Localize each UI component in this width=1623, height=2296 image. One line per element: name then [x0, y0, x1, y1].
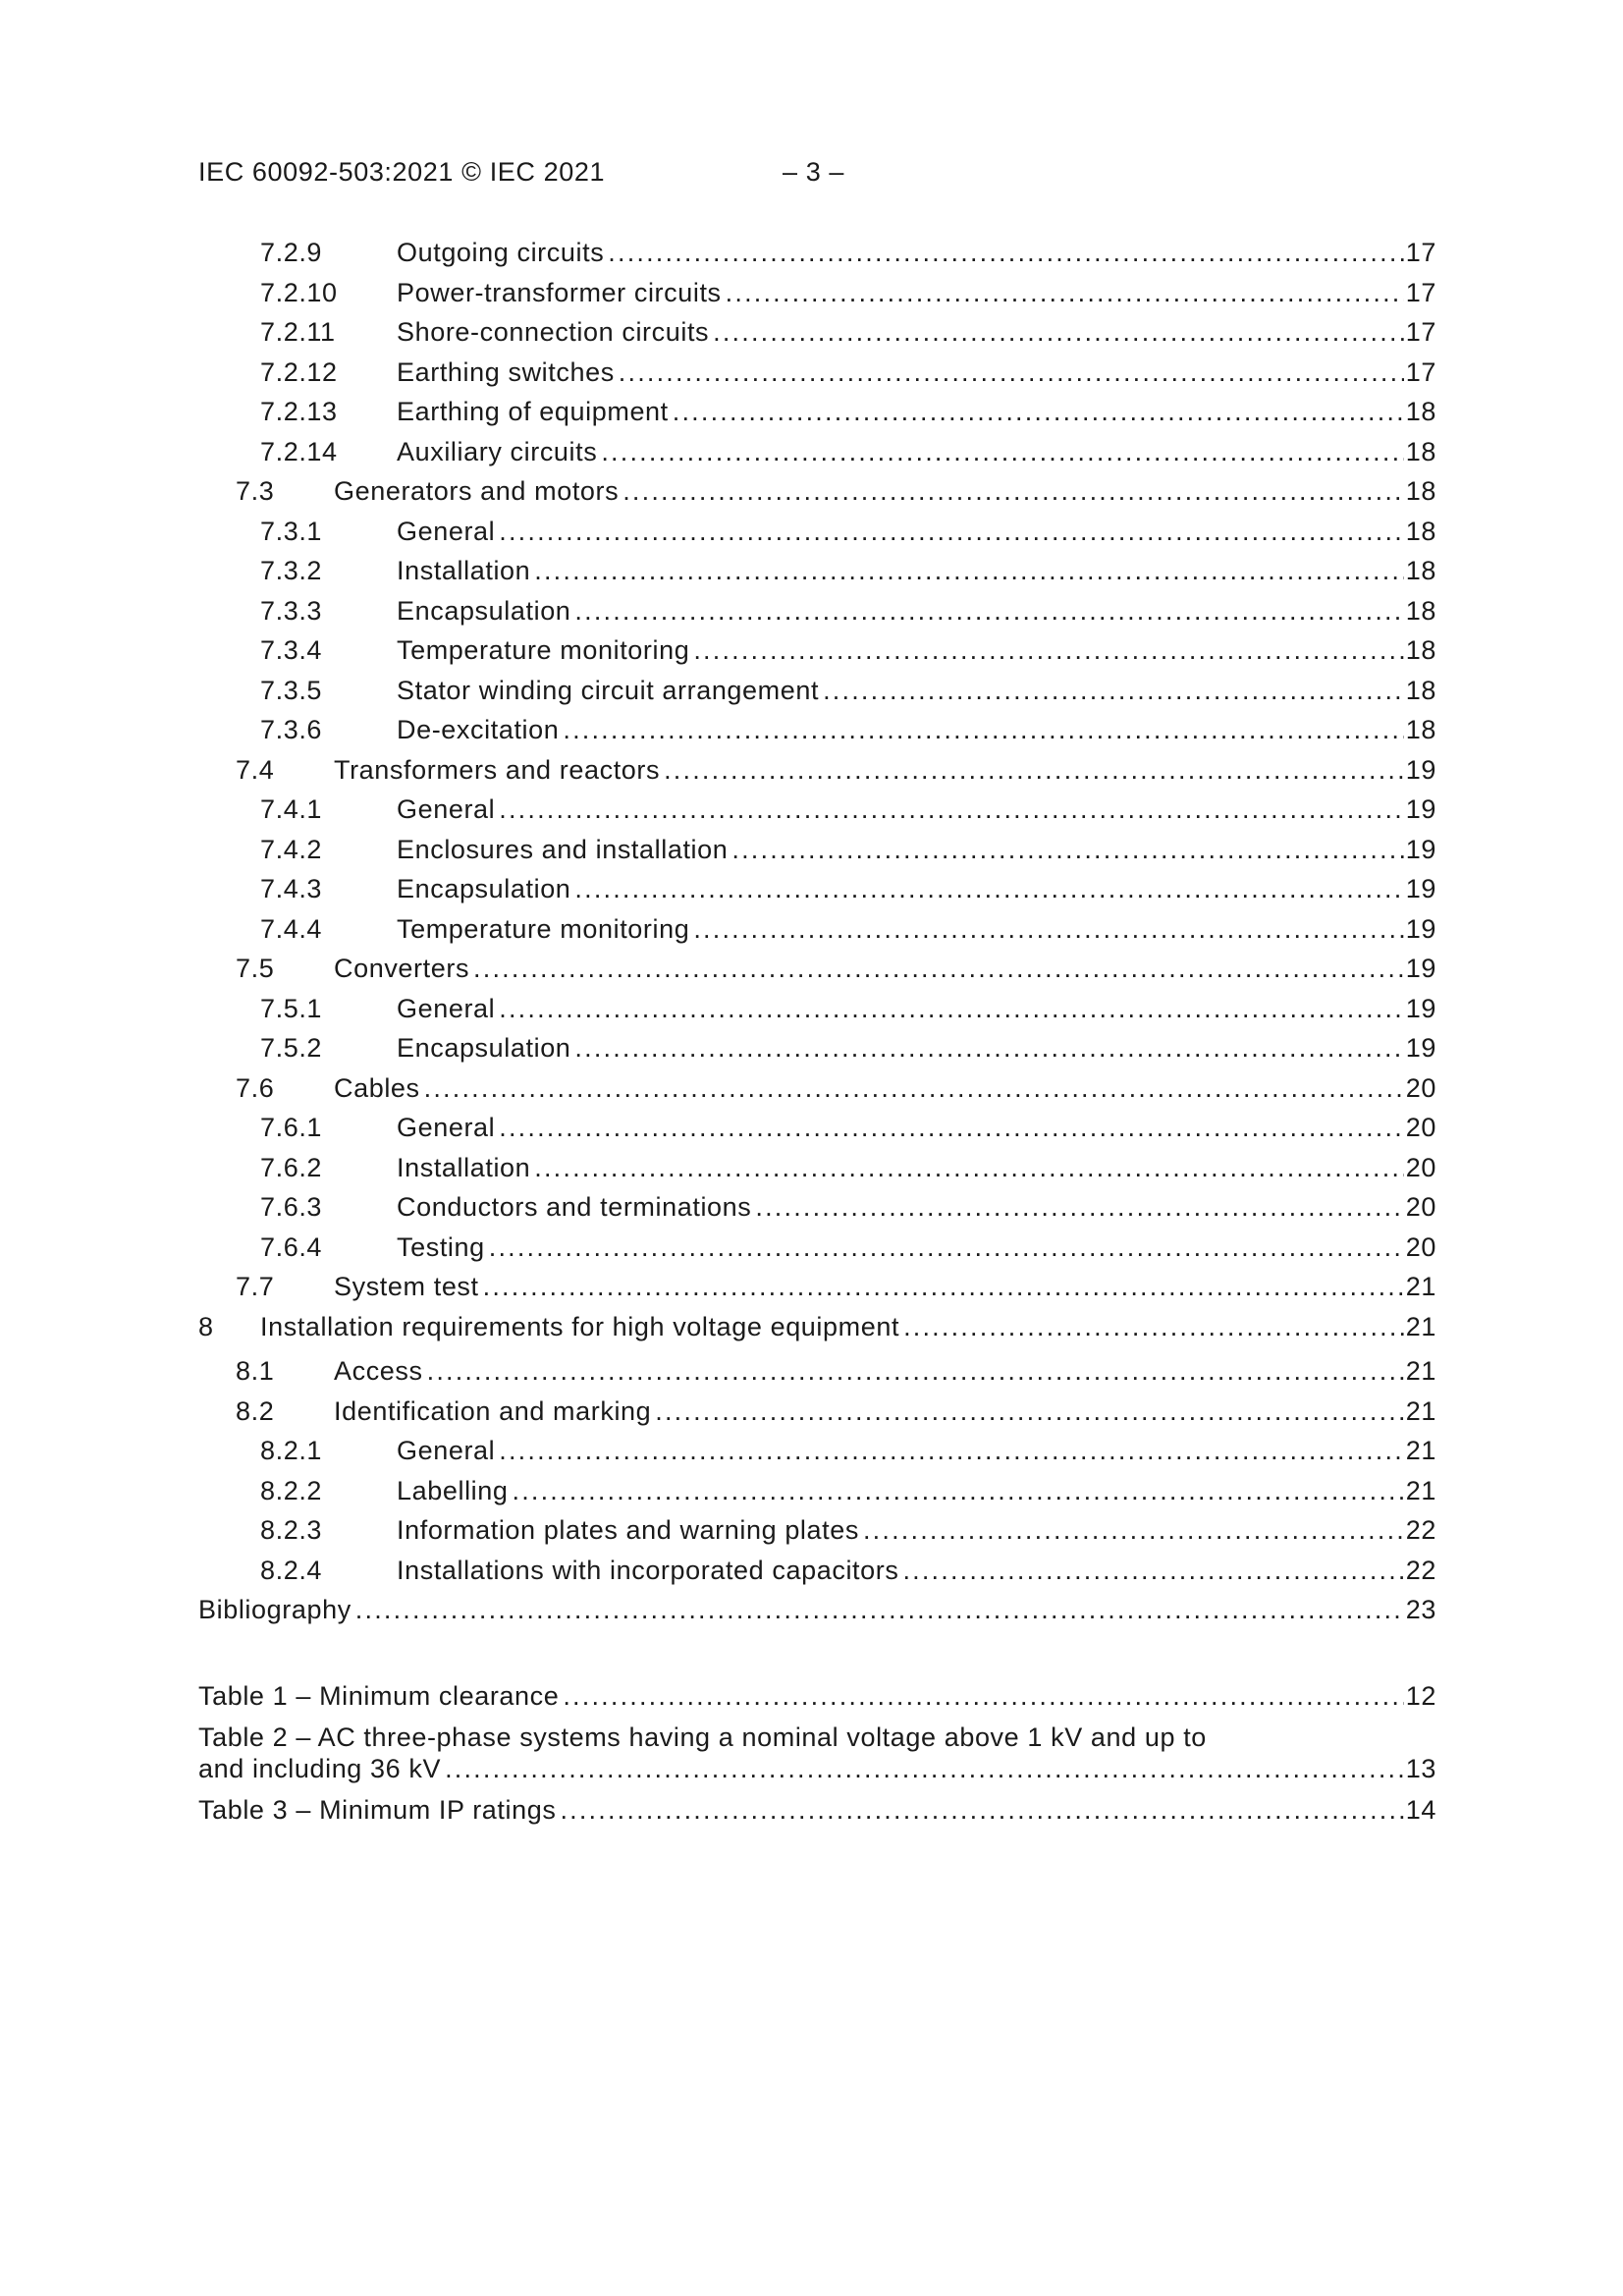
toc-entry-number: 7.2.13 [260, 397, 338, 426]
table-list-title: Table 1 – Minimum clearance [198, 1681, 560, 1711]
table-list-page: 13 [1405, 1753, 1436, 1783]
toc-entry-number: 7.6.4 [260, 1231, 323, 1262]
dot-leader [655, 1392, 1403, 1432]
toc-entry-title: Installation [397, 1152, 531, 1182]
dot-leader [499, 989, 1404, 1029]
toc-entry[interactable] [198, 1108, 1436, 1148]
toc-entry-page: 17 [1405, 317, 1436, 347]
dot-leader [601, 432, 1403, 472]
toc-entry-title: Access [334, 1356, 423, 1386]
toc-entry-number: 7.6.1 [260, 1113, 323, 1142]
toc-entry-number: 7.4.2 [260, 834, 323, 864]
toc-entry[interactable] [198, 1590, 1436, 1630]
toc-entry[interactable] [198, 1392, 1436, 1432]
dot-leader [563, 710, 1403, 750]
toc-entry-title: Encapsulation [397, 595, 571, 626]
toc-entry[interactable] [198, 1187, 1436, 1228]
toc-entry[interactable] [198, 790, 1436, 830]
dot-leader [619, 353, 1404, 393]
toc-entry-title: Stator winding circuit arrangement [397, 675, 820, 705]
dot-leader [622, 471, 1404, 512]
toc-entry-title: Generators and motors [334, 476, 620, 506]
toc-entry-page: 21 [1405, 1395, 1436, 1426]
toc-entry-title: Earthing of equipment [397, 397, 669, 426]
table-list-entry[interactable] [198, 1676, 1436, 1717]
toc-entry-number: 8 [198, 1311, 214, 1341]
toc-entry[interactable] [198, 989, 1436, 1029]
toc-entry-page: 17 [1405, 277, 1436, 307]
dot-leader [473, 949, 1404, 989]
dot-leader [731, 830, 1403, 870]
toc-entry[interactable] [198, 671, 1436, 711]
toc-entry[interactable] [198, 949, 1436, 989]
toc-entry[interactable] [198, 591, 1436, 631]
toc-entry[interactable] [198, 471, 1436, 512]
dot-leader [574, 1028, 1403, 1068]
table-list-entry[interactable] [198, 1790, 1436, 1831]
toc-entry-page: 18 [1405, 476, 1436, 506]
toc-entry[interactable] [198, 233, 1436, 273]
toc-entry-number: 7.3.1 [260, 516, 323, 546]
dot-leader [574, 591, 1403, 631]
toc-entry-page: 18 [1405, 516, 1436, 546]
toc-entry-number: 7.3.2 [260, 556, 323, 585]
toc-entry-title: Identification and marking [334, 1395, 652, 1426]
toc-entry-number: 7.2.11 [260, 317, 336, 347]
dot-leader [823, 671, 1404, 711]
toc-entry-title: Temperature monitoring [397, 913, 690, 944]
table-list-page: 14 [1405, 1794, 1436, 1825]
toc-entry-page: 19 [1405, 874, 1436, 903]
toc-entry-page: 20 [1405, 1113, 1436, 1142]
toc-entry[interactable] [198, 869, 1436, 909]
toc-entry-title: Shore-connection circuits [397, 317, 710, 347]
toc-entry[interactable] [198, 1228, 1436, 1268]
dot-leader [534, 1148, 1403, 1188]
table-list-title: and including 36 kV [198, 1753, 442, 1783]
toc-entry-number: 7.3 [236, 476, 275, 506]
dot-leader [513, 1471, 1404, 1511]
toc-entry-title: Bibliography [198, 1595, 352, 1624]
toc-entry-number: 7.3.4 [260, 635, 323, 665]
toc-entry-number: 7.4.1 [260, 794, 323, 824]
dot-leader [608, 233, 1403, 273]
toc-entry-page: 18 [1405, 556, 1436, 585]
toc-entry-number: 7.6.2 [260, 1152, 323, 1182]
toc-entry-title: System test [334, 1272, 479, 1301]
toc-entry-title: General [397, 794, 496, 824]
toc-entry-title: Installations with incorporated capacitors [397, 1555, 899, 1585]
toc-entry[interactable] [198, 1148, 1436, 1188]
toc-entry-title: Transformers and reactors [334, 754, 661, 785]
toc-entry-title: Converters [334, 954, 470, 983]
toc-entry-page: 19 [1405, 993, 1436, 1023]
dot-leader [499, 790, 1404, 830]
toc-entry-page: 20 [1405, 1072, 1436, 1103]
toc-entry[interactable] [198, 1267, 1436, 1307]
toc-entry-page: 19 [1405, 1033, 1436, 1063]
toc-entry[interactable] [198, 1510, 1436, 1551]
dot-leader [499, 1108, 1404, 1148]
toc-entry-number: 7.4 [236, 754, 275, 785]
toc-entry-page: 22 [1405, 1555, 1436, 1585]
dot-leader [534, 551, 1403, 591]
toc-entry-page: 21 [1405, 1272, 1436, 1301]
toc-entry[interactable] [198, 750, 1436, 791]
toc-entry[interactable] [198, 1028, 1436, 1068]
toc-entry-title: Power-transformer circuits [397, 277, 722, 307]
dot-leader [693, 909, 1403, 950]
toc-entry[interactable] [198, 353, 1436, 393]
dot-leader [726, 273, 1404, 313]
toc-entry-title: Enclosures and installation [397, 834, 729, 864]
table-list-title: Table 3 – Minimum IP ratings [198, 1794, 557, 1825]
toc-entry-page: 21 [1405, 1475, 1436, 1505]
toc-entry-number: 7.2.12 [260, 356, 338, 387]
toc-entry-number: 7.2.9 [260, 238, 323, 267]
toc-entry-page: 20 [1405, 1231, 1436, 1262]
dot-leader [713, 312, 1404, 353]
dot-leader [424, 1068, 1404, 1109]
toc-entry-page: 18 [1405, 635, 1436, 665]
standard-designation: IEC 60092-503:2021 © IEC 2021 [198, 157, 606, 187]
table-list-page: 12 [1405, 1681, 1436, 1711]
toc-entry-title: Encapsulation [397, 874, 571, 903]
toc-entry-page: 18 [1405, 675, 1436, 705]
toc-entry-page: 18 [1405, 436, 1436, 466]
toc-entry-page: 18 [1405, 595, 1436, 626]
toc-entry-title: General [397, 1436, 496, 1465]
toc-entry-page: 17 [1405, 238, 1436, 267]
toc-entry-number: 8.2.4 [260, 1555, 323, 1585]
dot-leader [755, 1187, 1403, 1228]
dot-leader [560, 1790, 1403, 1831]
toc-entry-number: 7.3.3 [260, 595, 323, 626]
toc-entry-number: 7.3.6 [260, 715, 323, 744]
toc-entry-title: Information plates and warning plates [397, 1515, 859, 1545]
toc-entry[interactable] [198, 630, 1436, 671]
toc-entry-number: 7.7 [236, 1272, 275, 1301]
dot-leader [483, 1267, 1404, 1307]
toc-entry-number: 8.1 [236, 1356, 275, 1386]
toc-entry[interactable] [198, 551, 1436, 591]
toc-entry-title: Encapsulation [397, 1033, 571, 1063]
dot-leader [664, 750, 1404, 791]
dot-leader [903, 1307, 1404, 1347]
toc-entry-title: General [397, 993, 496, 1023]
toc-entry-title: General [397, 1113, 496, 1142]
toc-entry-number: 8.2.2 [260, 1475, 323, 1505]
toc-entry-page: 21 [1405, 1356, 1436, 1386]
toc-entry-number: 7.2.14 [260, 436, 338, 466]
toc-entry-page: 19 [1405, 754, 1436, 785]
toc-entry[interactable] [198, 432, 1436, 472]
toc-entry[interactable] [198, 273, 1436, 313]
toc-entry-title: Labelling [397, 1475, 509, 1505]
toc-entry-page: 20 [1405, 1192, 1436, 1222]
dot-leader [427, 1351, 1404, 1392]
dot-leader [499, 1431, 1404, 1471]
toc-entry-title: Auxiliary circuits [397, 436, 598, 466]
toc-entry[interactable] [198, 312, 1436, 353]
toc-entry[interactable] [198, 1471, 1436, 1511]
toc-entry-page: 23 [1405, 1595, 1436, 1624]
toc-entry-title: Earthing switches [397, 356, 615, 387]
toc-entry-title: Conductors and terminations [397, 1192, 752, 1222]
toc-entry-title: Testing [397, 1231, 485, 1262]
toc-entry[interactable] [198, 1551, 1436, 1591]
dot-leader [563, 1676, 1403, 1717]
table-of-contents [198, 233, 1436, 1630]
page-number: – 3 – [783, 157, 845, 187]
list-of-tables [198, 1676, 1436, 1834]
toc-entry-number: 8.2.1 [260, 1436, 323, 1465]
toc-entry-title: Installation requirements for high voltage equipment [260, 1311, 900, 1341]
dot-leader [489, 1228, 1404, 1268]
toc-entry-page: 21 [1405, 1436, 1436, 1465]
toc-entry[interactable] [198, 392, 1436, 432]
toc-entry-number: 7.4.4 [260, 913, 323, 944]
toc-entry-title: Outgoing circuits [397, 238, 605, 267]
dot-leader [445, 1753, 1404, 1784]
toc-entry-page: 21 [1405, 1311, 1436, 1341]
toc-entry-title: Cables [334, 1072, 420, 1103]
toc-entry-number: 7.6 [236, 1072, 275, 1103]
dot-leader [355, 1590, 1404, 1630]
toc-entry-title: Temperature monitoring [397, 635, 690, 665]
toc-entry[interactable] [198, 1431, 1436, 1471]
toc-entry-page: 20 [1405, 1152, 1436, 1182]
toc-entry-number: 7.5 [236, 954, 275, 983]
toc-entry-title: Installation [397, 556, 531, 585]
toc-entry-number: 7.5.2 [260, 1033, 323, 1063]
toc-entry-page: 19 [1405, 794, 1436, 824]
toc-entry-number: 7.6.3 [260, 1192, 323, 1222]
dot-leader [673, 392, 1404, 432]
toc-entry-page: 18 [1405, 715, 1436, 744]
toc-entry[interactable] [198, 1068, 1436, 1109]
table-list-entry[interactable] [198, 1722, 1436, 1784]
dot-leader [863, 1510, 1404, 1551]
toc-entry-title: De-excitation [397, 715, 560, 744]
toc-entry-number: 7.2.10 [260, 277, 338, 307]
dot-leader [693, 630, 1403, 671]
toc-entry-number: 8.2.3 [260, 1515, 323, 1545]
toc-entry[interactable] [198, 710, 1436, 750]
toc-entry-number: 8.2 [236, 1395, 275, 1426]
dot-leader [574, 869, 1403, 909]
toc-entry-title: General [397, 516, 496, 546]
dot-leader [499, 512, 1404, 552]
table-list-title-line1: Table 2 – AC three-phase systems having a nominal voltage above 1 kV and up to [198, 1722, 1207, 1752]
dot-leader [902, 1551, 1403, 1591]
toc-entry[interactable] [198, 830, 1436, 870]
toc-entry-page: 19 [1405, 834, 1436, 864]
toc-entry[interactable] [198, 512, 1436, 552]
toc-entry-page: 18 [1405, 397, 1436, 426]
toc-entry-page: 17 [1405, 356, 1436, 387]
toc-entry-page: 19 [1405, 954, 1436, 983]
toc-entry-number: 7.4.3 [260, 874, 323, 903]
toc-entry[interactable] [198, 909, 1436, 950]
toc-entry[interactable] [198, 1351, 1436, 1392]
page-header [198, 157, 845, 188]
toc-entry[interactable] [198, 1307, 1436, 1347]
toc-entry-page: 19 [1405, 913, 1436, 944]
toc-entry-page: 22 [1405, 1515, 1436, 1545]
toc-entry-number: 7.3.5 [260, 675, 323, 705]
toc-entry-number: 7.5.1 [260, 993, 323, 1023]
